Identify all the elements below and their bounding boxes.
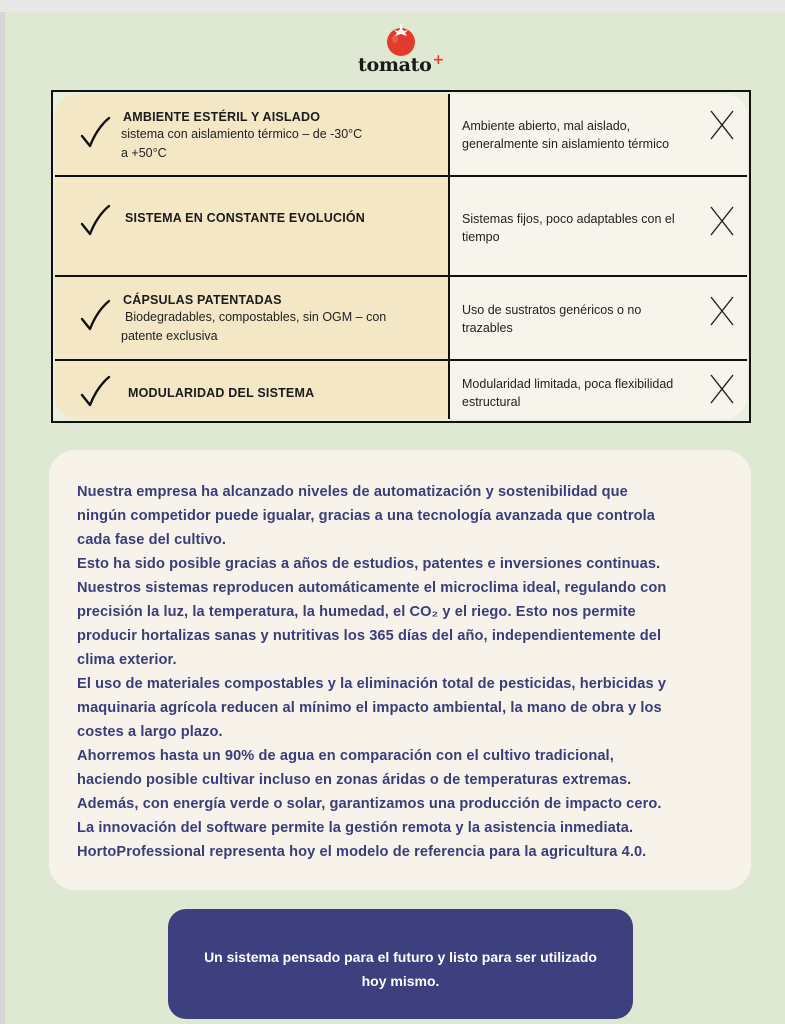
cross-icon bbox=[709, 295, 735, 327]
info-line: La innovación del software permite la gestión remota y la asistencia inmediata. bbox=[77, 820, 634, 836]
info-line: cada fase del cultivo. bbox=[77, 532, 227, 548]
info-line: Además, con energía verde o solar, garantizamos una producción de impacto cero. bbox=[77, 796, 662, 812]
advantage-title: SISTEMA EN CONSTANTE EVOLUCIÓN bbox=[125, 211, 366, 225]
info-line: clima exterior. bbox=[77, 652, 177, 668]
competitor-text: estructural bbox=[462, 395, 521, 409]
comparison-table-inner bbox=[55, 94, 747, 419]
competitor-cell bbox=[450, 361, 747, 419]
info-line: precisión la luz, la temperatura, la humedad, el CO₂ y el riego. Esto nos permite bbox=[77, 604, 636, 620]
advantage-detail: patente exclusiva bbox=[121, 329, 218, 343]
info-line: producir hortalizas sanas y nutritivas los 365 días del año, independientemente del bbox=[77, 628, 662, 644]
comparison-table bbox=[51, 90, 751, 423]
checkmark-icon bbox=[79, 299, 111, 333]
competitor-cell bbox=[450, 277, 747, 359]
advantage-cell bbox=[55, 361, 450, 419]
competitor-text: generalmente sin aislamiento térmico bbox=[462, 137, 670, 151]
comparison-row bbox=[55, 177, 747, 277]
advantage-detail: a +50°C bbox=[121, 146, 167, 160]
comparison-row bbox=[55, 361, 747, 419]
checkmark-icon bbox=[79, 204, 111, 238]
info-line: ningún competidor puede igualar, gracias a una tecnología avanzada que controla bbox=[77, 508, 655, 524]
info-line: haciendo posible cultivar incluso en zonas áridas o de temperaturas extremas. bbox=[77, 772, 632, 788]
info-line: Nuestros sistemas reproducen automáticamente el microclima ideal, regulando con bbox=[77, 580, 667, 596]
info-box bbox=[49, 450, 751, 890]
competitor-text: tiempo bbox=[462, 230, 500, 244]
cta-text bbox=[178, 945, 623, 993]
brand-name: tomato+ bbox=[358, 52, 444, 76]
advantage-cell bbox=[55, 177, 450, 275]
checkmark-icon bbox=[79, 375, 111, 409]
cta-line: hoy mismo. bbox=[361, 973, 440, 989]
advantage-cell bbox=[55, 94, 450, 175]
cta-line: Un sistema pensado para el futuro y listo para ser utilizado bbox=[204, 949, 597, 965]
info-line: Ahorremos hasta un 90% de agua en comparación con el cultivo tradicional, bbox=[77, 748, 614, 764]
competitor-text: Ambiente abierto, mal aislado, bbox=[462, 119, 631, 133]
brand-plus: + bbox=[432, 52, 444, 68]
info-line: Esto ha sido posible gracias a años de estudios, patentes e inversiones continuas. bbox=[77, 556, 661, 572]
advantage-detail: sistema con aislamiento térmico – de -30°C bbox=[121, 127, 363, 141]
competitor-cell bbox=[450, 94, 747, 175]
brand-logo bbox=[356, 22, 446, 78]
comparison-row bbox=[55, 94, 747, 177]
advantage-title: MODULARIDAD DEL SISTEMA bbox=[128, 386, 315, 400]
info-line: HortoProfessional representa hoy el modelo de referencia para la agricultura 4.0. bbox=[77, 844, 647, 860]
competitor-text: Modularidad limitada, poca flexibilidad bbox=[462, 377, 674, 391]
competitor-cell bbox=[450, 177, 747, 275]
competitor-text: Sistemas fijos, poco adaptables con el bbox=[462, 212, 675, 226]
info-line: costes a largo plazo. bbox=[77, 724, 223, 740]
info-line: El uso de materiales compostables y la eliminación total de pesticidas, herbicidas y bbox=[77, 676, 667, 692]
info-line: Nuestra empresa ha alcanzado niveles de automatización y sostenibilidad que bbox=[77, 484, 628, 500]
top-bar bbox=[0, 0, 785, 12]
cross-icon bbox=[709, 109, 735, 141]
cross-icon bbox=[709, 205, 735, 237]
info-line: maquinaria agrícola reducen al mínimo el impacto ambiental, la mano de obra y los bbox=[77, 700, 662, 716]
competitor-text: trazables bbox=[462, 321, 513, 335]
advantage-detail: Biodegradables, compostables, sin OGM – con bbox=[125, 310, 387, 324]
cta-banner bbox=[168, 909, 633, 1019]
competitor-text: Uso de sustratos genéricos o no bbox=[462, 303, 642, 317]
cross-icon bbox=[709, 373, 735, 405]
advantage-title: CÁPSULAS PATENTADAS bbox=[123, 293, 282, 307]
advantage-title: AMBIENTE ESTÉRIL Y AISLADO bbox=[123, 110, 321, 124]
tomato-icon bbox=[383, 22, 419, 58]
advantage-cell bbox=[55, 277, 450, 359]
checkmark-icon bbox=[79, 116, 111, 150]
comparison-row bbox=[55, 277, 747, 361]
